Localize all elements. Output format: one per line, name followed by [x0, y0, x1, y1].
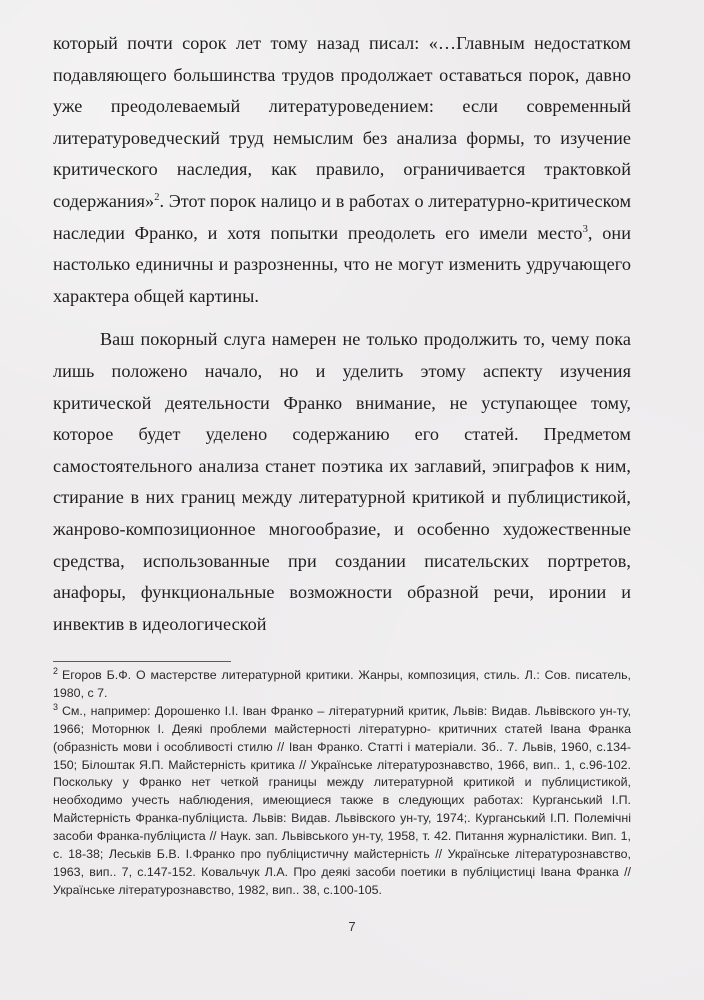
footnote-3	[53, 703, 631, 900]
footnote-reference-3: 3	[582, 223, 588, 235]
paragraph-1	[53, 28, 631, 312]
paragraph-2: Ваш покорный слуга намерен не только продолжить то, чему пока лишь положено начало, но и уделить этому аспекту изучения критической деятельности Франко внимание, не уступающее тому, которое будет уделено содержанию его статей. Предметом самостоятельного анализа станет поэтика их заглавий, эпиграфов к ним, стирание в них границ между литературной критикой и публицистикой, жанрово-композиционное многообразие, и особенно художественные средства, использованные при создании писательских портретов, анафоры, функциональные возможности образной речи, иронии и инвектив в идеологической	[53, 329, 631, 634]
footnote-number: 3	[53, 701, 58, 712]
paragraph-1-part-3: , они настолько единичны и разрозненны, что не могут изменить удручающего характера общей картины.	[53, 222, 631, 306]
paragraph-1-part-1: который почти сорок лет тому назад писал: «…Главным недостатком подавляющего большинства трудов продолжает оставаться порок, давно уже преодолеваемый литературоведением: если современный литературоведческий труд немыслим без анализа формы, то изучение критического наследия, как правило, ограничивается трактовкой содержания»	[53, 33, 631, 211]
footnote-reference-2: 2	[154, 191, 160, 203]
paragraph-1-part-2: . Этот порок налицо и в работах о литературно-критическом наследии Франко, и хотя попытки преодолеть его имели место	[53, 190, 631, 243]
footnotes	[53, 667, 631, 900]
page-number: 7	[348, 919, 356, 934]
main-content	[53, 28, 631, 640]
body-text	[53, 28, 631, 640]
footnote-2	[53, 667, 631, 703]
footnote-number: 2	[53, 665, 58, 676]
footnote-text: См., например: Дорошенко І.І. Іван Франко – літературний критик, Львів: Видав. Львівского ун-ту, 1966; Моторнюк І. Деякі проблеми майстерності літературно- критичних статей Івана Франка (образність мови і особливості стилю // Іван Франко. Статті і матеріали. Зб.. 7. Львів, 1960, с.134-150; Білоштак Я.П. Майстерність критика // Українське літературознавство, 1966, вип.. 1, с.96-102. Поскольку у Франко нет четкой границы между литературной критикой и публицистикой, необходимо учесть наблюдения, имеющиеся также в следующих работах: Курганський І.П. Майстерність Франка-публіциста. Львів: Видав. Львівского ун-ту, 1974;. Курганський І.П. Полемічні засоби Франка-публіциста // Наук. зап. Львівського ун-ту, 1958, т. 42. Питання журналістики. Вип. 1, с. 18-38; Леськів Б.В. І.Франко про публіцистичну майстерність // Українське літературознавство, 1963, вип.. 7, с.147-152. Ковальчук Л.А. Про деякі засоби поетики в публіцистиці Івана Франка //Українське літературознавство, 1982, вип.. 38, с.100-105.	[53, 703, 631, 897]
footnote-text: Егоров Б.Ф. О мастерстве литературной критики. Жанры, композиция, стиль. Л.: Сов. писатель, 1980, с 7.	[53, 668, 631, 700]
footnote-separator	[53, 661, 231, 662]
